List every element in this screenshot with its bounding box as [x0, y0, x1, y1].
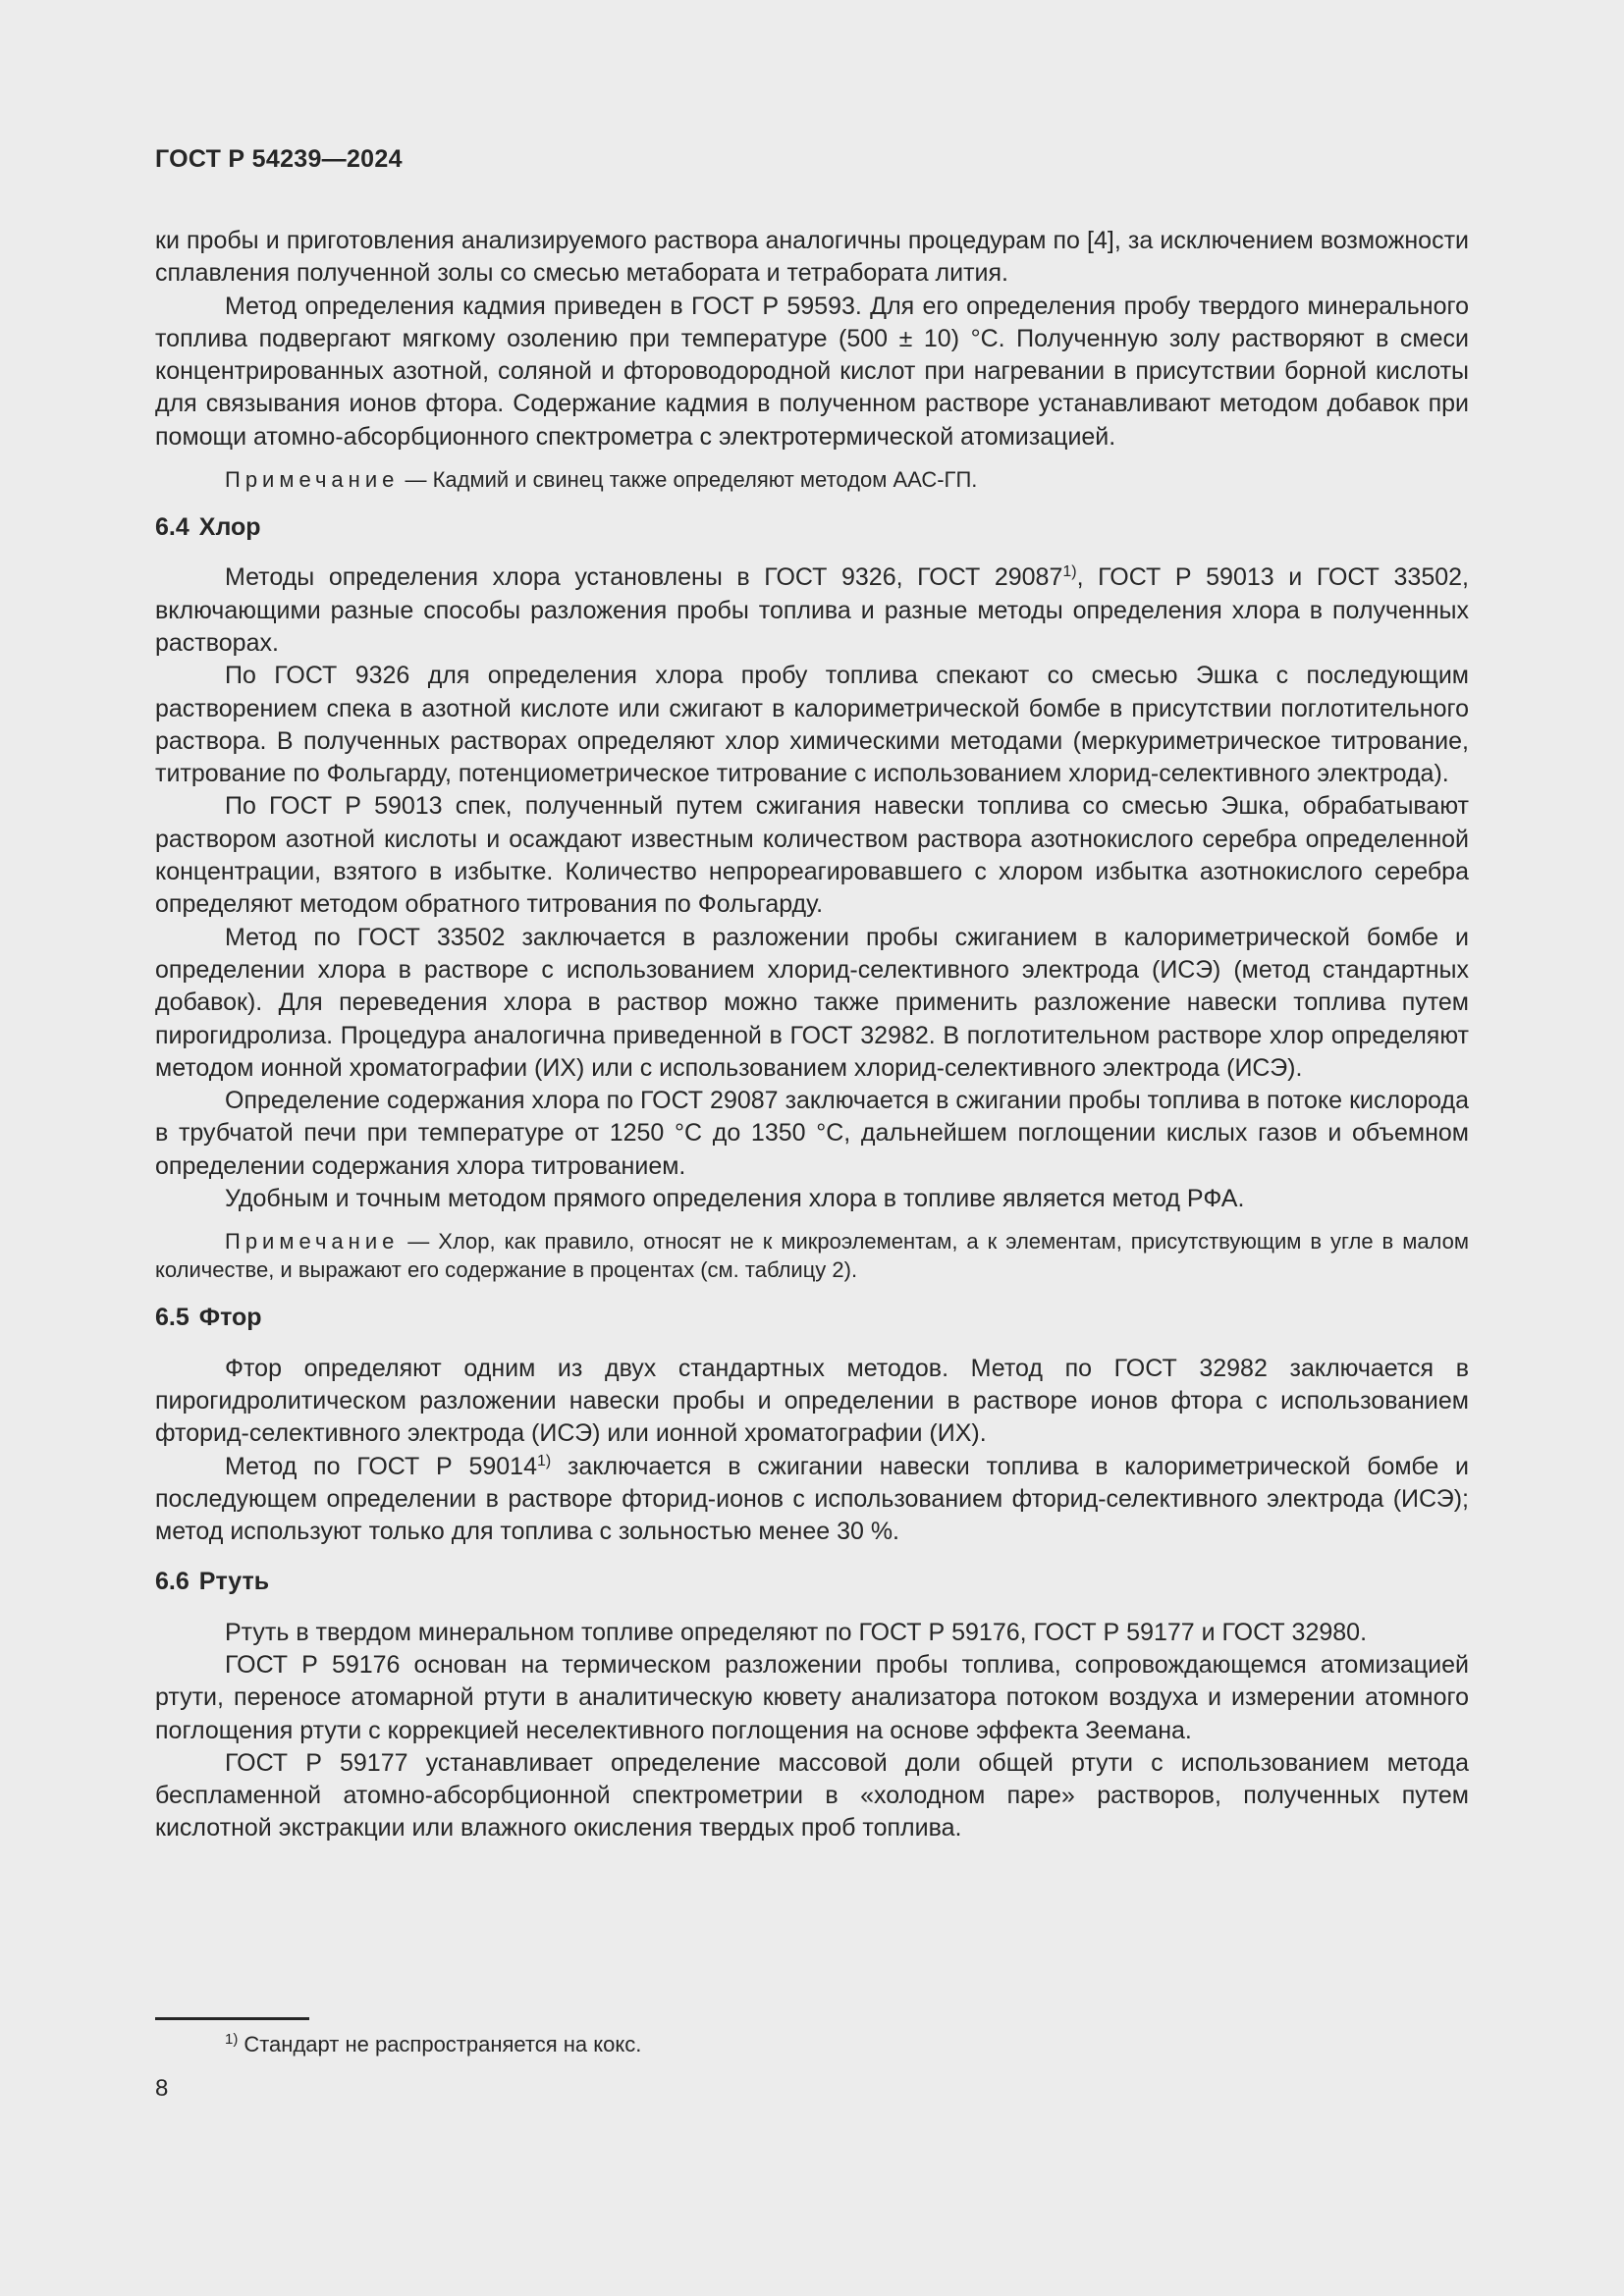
document-id-header: ГОСТ Р 54239—2024 — [155, 145, 403, 173]
paragraph: Метод определения кадмия приведен в ГОСТ Р 59593. Для его определения пробу твердого минерального топлива подвергают мягкому озолению при температуре (500 ± 10) °C. Полученную золу растворяют в смеси концентрированных азотной, соляной и фтороводородной кислот при нагревании в присутствии борной кислоты для связывания ионов фтора. Содержание кадмия в полученном растворе устанавливают методом добавок при помощи атомно-абсорбционного спектрометра с электротермической атомизацией. — [155, 292, 1469, 451]
paragraph-text: заключается в сжигании навески топлива в калориметрической бомбе и последующем определении в растворе фторид-ионов с использованием фторид-селективного электрода (ИСЭ); метод используют только для топлива с зольностью менее 30 %. — [155, 1452, 1469, 1546]
footnote-text: Стандарт не распространяется на кокс. — [244, 2032, 642, 2056]
paragraph-text: Метод по ГОСТ Р 59014 — [225, 1452, 537, 1480]
note-text: — Кадмий и свинец также определяют методом ААС-ГП. — [399, 467, 978, 493]
note-label: Примечание — [225, 467, 400, 493]
section-title: Ртуть — [198, 1568, 270, 1596]
paragraph: ки пробы и приготовления анализируемого раствора аналогичны процедурам по [4], за исключением возможности сплавления полученной золы со смесью метабората и тетрабората лития. — [155, 227, 1469, 288]
paragraph — [155, 1451, 1469, 1549]
paragraph — [155, 561, 1469, 660]
section-heading-6-5 — [155, 1302, 1469, 1334]
section-title: Хлор — [198, 513, 261, 542]
footnote-divider — [155, 2017, 309, 2020]
paragraph-text: , ГОСТ Р 59013 и ГОСТ 33502, включающими разные способы разложения пробы топлива и разные методы определения хлора в полученных растворах. — [155, 563, 1469, 657]
page-number: 8 — [155, 2075, 169, 2102]
paragraph: ГОСТ Р 59176 основан на термическом разложении пробы топлива, сопровождающемся атомизацией ртути, переносе атомарной ртути в аналитическую кювету анализатора потоком воздуха и измерении атомного поглощения ртути с коррекцией неселективного поглощения на основе эффекта Зеемана. — [155, 1650, 1469, 1744]
footnote — [225, 2032, 641, 2057]
paragraph: ГОСТ Р 59177 устанавливает определение массовой доли общей ртути с использованием метода беспламенной атомно-абсорбционной спектрометрии в «холодном паре» растворов, полученных путем кислотной экстракции или влажного окисления твердых проб топлива. — [155, 1748, 1469, 1842]
paragraph: По ГОСТ Р 59013 спек, полученный путем сжигания навески топлива со смесью Эшка, обрабатывают раствором азотной кислоты и осаждают известным количеством раствора азотнокислого серебра определенной концентрации, взятого в избытке. Количество непрореагировавшего с хлором избытка азотнокислого серебра определяют методом обратного титрования по Фольгарду. — [155, 792, 1469, 919]
paragraph: Ртуть в твердом минеральном топливе определяют по ГОСТ Р 59176, ГОСТ Р 59177 и ГОСТ 32980. — [225, 1618, 1368, 1646]
section-number: 6.5 — [155, 1304, 189, 1332]
paragraph: По ГОСТ 9326 для определения хлора пробу топлива спекают со смесью Эшка с последующим растворением спека в азотной кислоте или сжигают в калориметрической бомбе в присутствии поглотительного раствора. В полученных растворах определяют хлор химическими методами (меркуриметрическое титрование, титрование по Фольгарду, потенциометрическое титрование с использованием хлорид-селективного электрода). — [155, 662, 1469, 788]
note — [155, 465, 1469, 494]
paragraph: Метод по ГОСТ 33502 заключается в разложении пробы сжиганием в калориметрической бомбе и определении хлора в растворе с использованием хлорид-селективного электрода (ИСЭ) (метод стандартных добавок). Для переведения хлора в раствор можно также применить разложение навески топлива путем пирогидролиза. Процедура аналогична приведенной в ГОСТ 32982. В поглотительном растворе хлор определяют методом ионной хроматографии (ИХ) или с использованием хлорид-селективного электрода (ИСЭ). — [155, 923, 1469, 1082]
footnote-ref: 1) — [1062, 563, 1077, 581]
note — [155, 1227, 1469, 1284]
section-number: 6.4 — [155, 513, 189, 542]
section-heading-6-6 — [155, 1566, 1469, 1598]
footnote-marker: 1) — [225, 2031, 239, 2048]
note-label: Примечание — [225, 1229, 400, 1255]
paragraph-text: Методы определения хлора установлены в ГОСТ 9326, ГОСТ 29087 — [225, 563, 1063, 592]
section-heading-6-4 — [155, 511, 1469, 544]
note-text: — Хлор, как правило, относят не к микроэлементам, а к элементам, присутствующим в угле в малом количестве, и выражают его содержание в процентах (см. таблицу 2). — [155, 1229, 1469, 1283]
paragraph: Фтор определяют одним из двух стандартных методов. Метод по ГОСТ 32982 заключается в пирогидролитическом разложении навески пробы и определении в растворе ионов фтора с использованием фторид-селективного электрода (ИСЭ) или ионной хроматографии (ИХ). — [155, 1354, 1469, 1448]
section-title: Фтор — [198, 1304, 262, 1332]
paragraph: Определение содержания хлора по ГОСТ 29087 заключается в сжигании пробы топлива в потоке кислорода в трубчатой печи при температуре от 1250 °C до 1350 °C, дальнейшем поглощении кислых газов и объемном определении содержания хлора титрованием. — [155, 1087, 1469, 1180]
paragraph: Удобным и точным методом прямого определения хлора в топливе является метод РФА. — [225, 1185, 1245, 1213]
section-number: 6.6 — [155, 1568, 189, 1596]
footnote-ref: 1) — [536, 1452, 552, 1469]
document-body — [155, 225, 1469, 1845]
